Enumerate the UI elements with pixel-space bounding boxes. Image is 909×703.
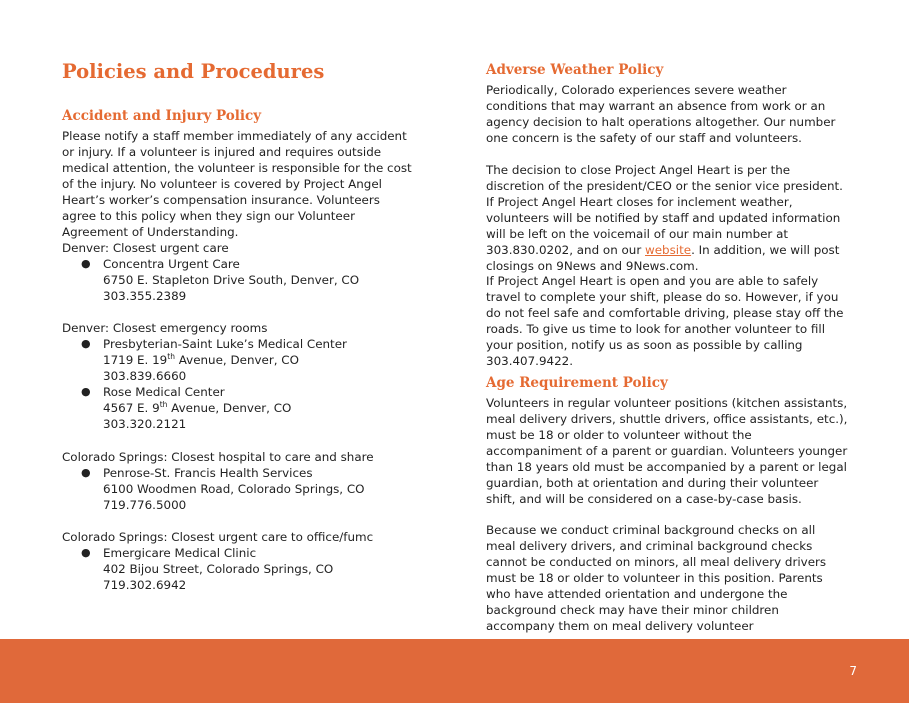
weather-paragraph-1: Periodically, Colorado experiences severe weather conditions that may warrant an absence from work or an agency decision to halt operations altogether. Our number one concern is the safety of our staff and volunteers. (486, 83, 836, 145)
accident-heading: Accident and Injury Policy (62, 108, 262, 124)
facility-list (62, 465, 365, 513)
bullet-icon: ● (81, 546, 91, 559)
care-group-label: Colorado Springs: Closest urgent care to office/fumc (62, 530, 374, 544)
bullet-icon: ● (81, 466, 91, 479)
age-heading: Age Requirement Policy (486, 375, 668, 391)
facility-address: 402 Bijou Street, Colorado Springs, CO (103, 562, 334, 576)
page-number: 7 (849, 664, 857, 678)
weather-paragraph-2: The decision to close Project Angel Heart is per the discretion of the president/CEO or the senior vice president. If Project Angel Heart closes for inclement weather, volunteers will be notified by staff and updated information will be left on the voicemail of our main number at 303.830.0202, and on our website. In addition, we will post closings on 9News and 9News.com. (486, 163, 843, 273)
facility-name: Concentra Urgent Care (103, 257, 240, 271)
page-title: Policies and Procedures (62, 60, 325, 83)
facility-address: 6100 Woodmen Road, Colorado Springs, CO (103, 482, 365, 496)
footer-bar (0, 639, 909, 703)
facility-name: Emergicare Medical Clinic (103, 546, 257, 560)
list-item (62, 256, 359, 304)
bullet-icon: ● (81, 385, 91, 398)
facility-address: 4567 E. 9th Avenue, Denver, CO (103, 400, 292, 415)
facility-phone: 719.776.5000 (103, 498, 187, 512)
facility-phone: 303.355.2389 (103, 289, 187, 303)
list-item (62, 465, 365, 513)
care-group-label: Denver: Closest emergency rooms (62, 321, 268, 335)
age-paragraph-1: Volunteers in regular volunteer positions (kitchen assistants, meal delivery drivers, shuttle drivers, office assistants, etc.), must be 18 or older to volunteer without the accompaniment of a parent or guardian. Volunteers younger than 18 years old must be accompanied by a parent or legal guardian, both at orientation and during their volunteer shift, and will be considered on a case-by-case basis. (486, 396, 848, 506)
facility-list (62, 545, 333, 593)
facility-list (62, 336, 347, 432)
bullet-icon: ● (81, 257, 91, 270)
facility-name: Presbyterian-Saint Luke’s Medical Center (103, 337, 347, 351)
facility-address: 6750 E. Stapleton Drive South, Denver, CO (103, 273, 360, 287)
website-link[interactable]: website (645, 243, 692, 257)
accident-body: Please notify a staff member immediately of any accident or injury. If a volunteer is injured and requires outside medical attention, the volunteer is responsible for the cost of the injury. No volunteer is covered by Project Angel Heart’s worker’s compensation insurance. Volunteers agree to this policy when they sign our Volunteer Agreement of Understanding. (62, 129, 412, 239)
list-item (62, 336, 347, 384)
facility-phone: 303.320.2121 (103, 417, 187, 431)
facility-phone: 303.839.6660 (103, 369, 187, 383)
age-paragraph-2: Because we conduct criminal background checks on all meal delivery drivers, and criminal background checks cannot be conducted on minors, all meal delivery drivers must be 18 or older to volunteer in this position. Parents who have attended orientation and undergone the background check may have their minor children accompany them on meal delivery volunteer (486, 523, 827, 633)
weather-heading: Adverse Weather Policy (486, 62, 664, 78)
care-group-label: Colorado Springs: Closest hospital to care and share (62, 450, 374, 464)
list-item (62, 384, 347, 432)
facility-name: Penrose-St. Francis Health Services (103, 466, 313, 480)
bullet-icon: ● (81, 337, 91, 350)
facility-phone: 719.302.6942 (103, 578, 187, 592)
facility-address: 1719 E. 19th Avenue, Denver, CO (103, 352, 299, 367)
facility-list (62, 256, 359, 304)
list-item (62, 545, 333, 593)
facility-name: Rose Medical Center (103, 385, 225, 399)
care-group-label: Denver: Closest urgent care (62, 241, 229, 255)
weather-paragraph-3: If Project Angel Heart is open and you are able to safely travel to complete your shift, please do so. However, if you do not feel safe and comfortable driving, please stay off the roads. To give us time to look for another volunteer to fill your position, notify us as soon as possible by calling 303.407.9422. (486, 274, 844, 368)
